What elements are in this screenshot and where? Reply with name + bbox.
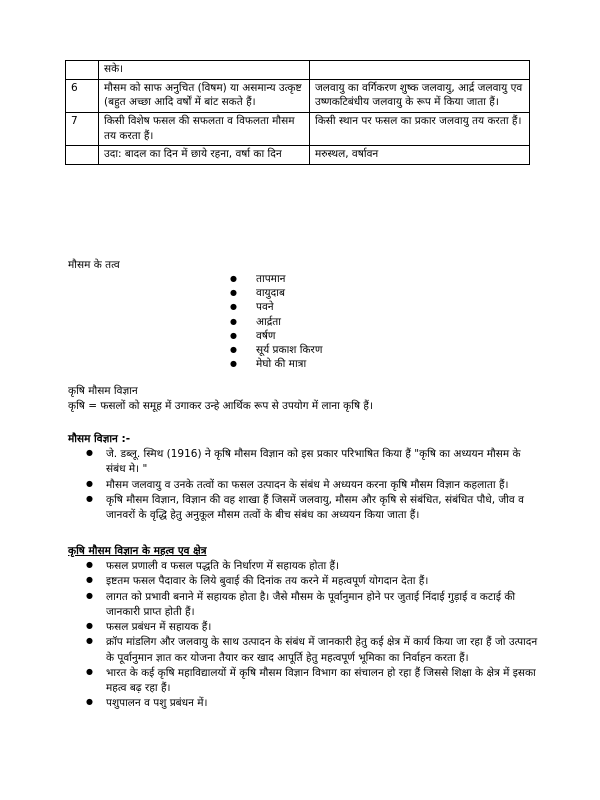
table-cell-climate: जलवायु का वर्गिकरण शुष्क जलवायु, आर्द्र जलवायु एव उष्णकटिबंधीय जलवायु के रूप में किया जाता हैं। [310, 79, 530, 112]
table-cell-climate: मरुस्थल, वर्षावन [310, 146, 530, 165]
table-cell-weather: उदा: बादल का दिन में छाये रहना, वर्षा का दिन [99, 146, 310, 165]
list-item: ● इष्टतम फसल पैदावार के लिये बुवाई की दिनांक तय करने में महत्वपूर्ण योगदान देता हैं। [86, 574, 538, 589]
agro-title: कृषि मौसम विज्ञान [68, 385, 138, 397]
table-cell-num: 7 [66, 113, 99, 146]
table-row [66, 146, 530, 165]
list-item: ● सूर्य प्रकाश किरण [230, 343, 322, 357]
list-item: ● मौसम जलवायु व उनके तत्वों का फसल उत्पादन के संबंध मे अध्ययन करना कृषि मौसम विज्ञान कहलाता हैं। [86, 478, 538, 493]
elements-heading: मौसम के तत्व [68, 259, 120, 271]
list-item: ● जे. डब्लू. स्मिथ (1916) ने कृषि मौसम विज्ञान को इस प्रकार परिभाषित किया हैं "कृषि का अध्ययन मौसम के संबंध मे। " [86, 447, 538, 477]
list-item: ● मेघो की मात्रा [230, 357, 322, 371]
list-item: ● लागत को प्रभावी बनाने में सहायक होता है। जैसे मौसम के पूर्वानुमान होने पर जुताई निंदाई गुड़ाई व कटाई की जानकारी प्राप्त होती हैं। [86, 590, 538, 620]
table-cell-climate: किसी स्थान पर फसल का प्रकार जलवायु तय करता हैं। [310, 113, 530, 146]
list-item: ● भारत के कई कृषि महाविद्यालयों में कृषि मौसम विज्ञान विभाग का संचालन हो रहा हैं जिससे शिक्षा के क्षेत्र में इसका महत्व बढ़ रहा हैं। [86, 666, 538, 696]
table-cell-num: 6 [66, 79, 99, 112]
table-cell-weather: किसी विशेष फसल की सफलता व विफलता मौसम तय करता हैं। [99, 113, 310, 146]
weather-elements-list [230, 272, 322, 371]
list-item: ● कृषि मौसम विज्ञान, विज्ञान की वह शाखा हैं जिसमें जलवायु, मौसम और कृषि से संबंधित, संबंधित पौधे, जीव व जानवरों के वृद्धि हेतु अनुकूल मौसम तत्वों के बीच संबंध का अध्ययन किया जाता हैं। [86, 493, 538, 523]
table-cell-num [66, 61, 99, 80]
meteorology-list [68, 447, 538, 523]
importance-list [68, 559, 538, 711]
comparison-table [65, 60, 530, 165]
list-item: ● क्रॉप मांडलिग और जलवायु के साथ उत्पादन के संबंध में जानकारी हेतु कई क्षेत्र में कार्य किया जा रहा हैं जो उत्पादन के पूर्वानुमान ज्ञात कर योजना तैयार कर खाद आपूर्ति हेतु महत्वपूर्ण भूमिका का निर्वाहन करता हैं। [86, 635, 538, 665]
table-row [66, 113, 530, 146]
meteorology-section [68, 432, 538, 523]
agro-definition: कृषि = फसलों को समूह में उगाकर उन्हे आर्थिक रूप से उपयोग में लाना कृषि हैं। [68, 400, 373, 413]
list-item: ● वर्षण [230, 329, 322, 343]
meteorology-heading: मौसम विज्ञान :- [68, 433, 131, 445]
list-item: ● वायुदाब [230, 286, 322, 300]
table-row [66, 79, 530, 112]
list-item: ● पशुपालन व पशु प्रबंधन में। [86, 696, 538, 711]
table-cell-weather: मौसम को साफ अनुचित (विषम) या असमान्य उत्कृष्ट (बहुत अच्छा आदि वर्षों में बांट सकते हैं। [99, 79, 310, 112]
importance-heading: कृषि मौसम विज्ञान के महत्व एव क्षेत्र [68, 545, 207, 557]
table-cell-weather: सके। [99, 61, 310, 80]
importance-section [68, 544, 538, 711]
table-row [66, 61, 530, 80]
list-item: ● फसल प्रबंधन में सहायक हैं। [86, 620, 538, 635]
table-cell-climate [310, 61, 530, 80]
agro-definition-section [68, 384, 538, 414]
list-item: ● तापमान [230, 272, 322, 286]
list-item: ● आर्द्रता [230, 315, 322, 329]
list-item: ● फसल प्रणाली व फसल पद्धति के निर्धारण में सहायक होता हैं। [86, 559, 538, 574]
table-cell-num [66, 146, 99, 165]
list-item: ● पवने [230, 300, 322, 314]
